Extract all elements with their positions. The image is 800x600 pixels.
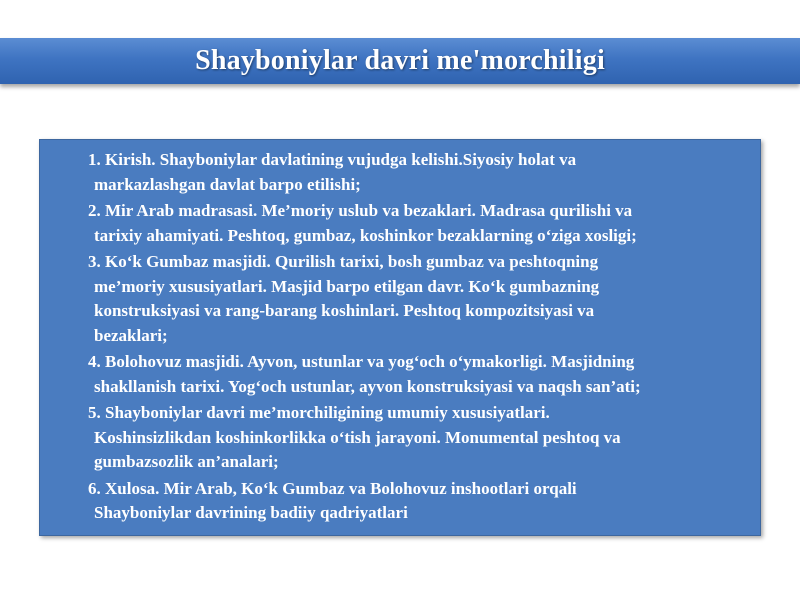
outline-item-5-line-1: 5. Shayboniylar davri me’morchiligining umumiy xususiyatlari. <box>88 403 550 422</box>
outline-box <box>39 139 761 536</box>
slide-title: Shayboniylar davri me'morchiligi <box>195 45 605 76</box>
outline-item-6 <box>88 477 740 526</box>
outline-item-2-line-2: tarixiy ahamiyati. Peshtoq, gumbaz, koshinkor bezaklarning o‘ziga xosligi; <box>94 225 637 245</box>
outline-item-5-line-3: gumbazsozlik an’analari; <box>94 452 279 471</box>
outline-item-2 <box>88 199 740 248</box>
outline-item-2-line-1: 2. Mir Arab madrasasi. Me’moriy uslub va bezaklari. Madrasa qurilishi va <box>88 201 633 220</box>
outline-item-1-line-2: markazlashgan davlat barpo etilishi; <box>94 174 361 194</box>
outline-item-4 <box>88 350 740 399</box>
outline-item-5 <box>88 401 740 475</box>
outline-item-6-line-1: 6. Xulosa. Mir Arab, Ko‘k Gumbaz va Bolohovuz inshootlari orqali <box>88 478 577 498</box>
outline-item-5-line-2: Koshinsizlikdan koshinkorlikka o‘tish jarayoni. Monumental peshtoq va <box>94 427 621 447</box>
outline-item-3 <box>88 250 740 348</box>
outline-item-3-line-2: me’moriy xususiyatlari. Masjid barpo etilgan davr. Ko‘k gumbazning <box>94 276 600 296</box>
outline-item-1 <box>88 148 740 197</box>
outline-item-3-line-3: konstruksiyasi va rang-barang koshinlari. Peshtoq kompozitsiyasi va <box>94 301 595 320</box>
outline-item-3-line-1: 3. Ko‘k Gumbaz masjidi. Qurilish tarixi, bosh gumbaz va peshtoqning <box>88 252 599 271</box>
title-bar <box>0 38 800 84</box>
outline-item-3-line-4: bezaklari; <box>94 325 168 345</box>
outline-item-4-line-1: 4. Bolohovuz masjidi. Ayvon, ustunlar va yog‘och o‘ymakorligi. Masjidning <box>88 352 635 371</box>
outline-item-1-line-1: 1. Kirish. Shayboniylar davlatining vujudga kelishi.Siyosiy holat va <box>88 150 577 169</box>
outline-item-4-line-2: shakllanish tarixi. Yog‘och ustunlar, ayvon konstruksiyasi va naqsh san’ati; <box>94 376 641 396</box>
outline-item-6-line-2: Shayboniylar davrining badiiy qadriyatlari <box>94 503 408 522</box>
